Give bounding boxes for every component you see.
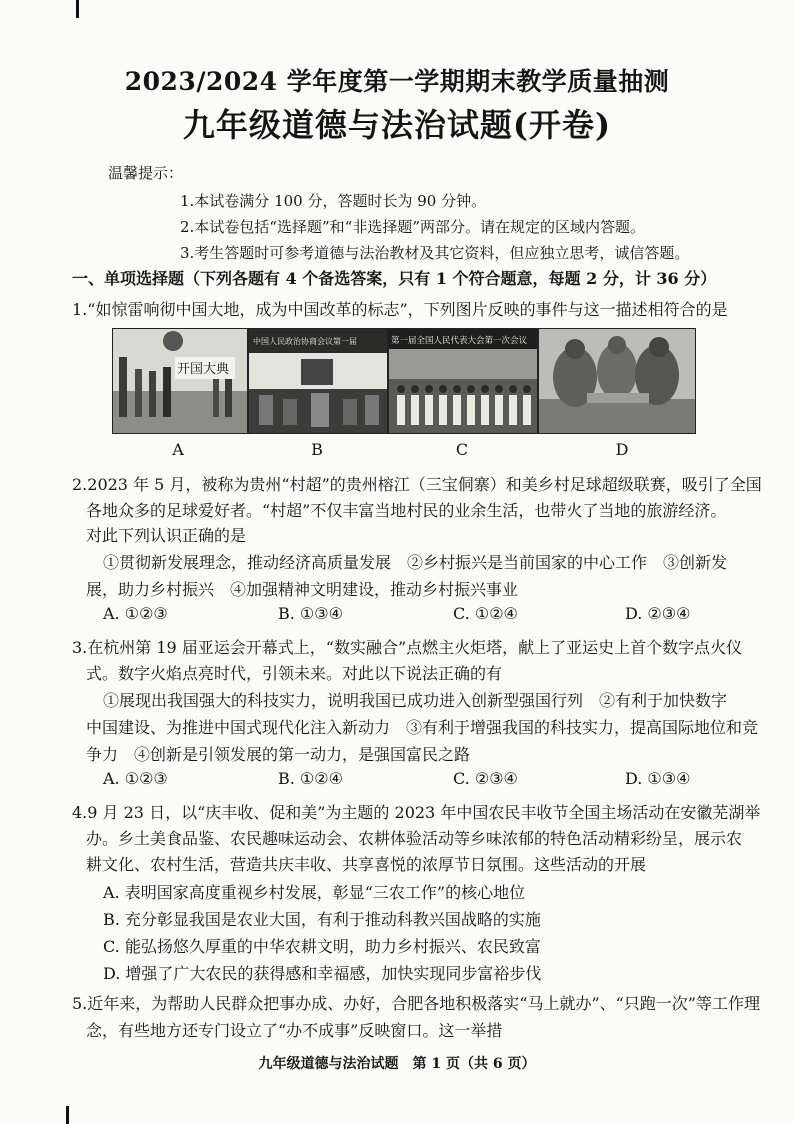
question-2-option-d: D. ②③④ [625, 604, 691, 623]
photo-c [388, 328, 538, 434]
question-4-option-d: D. 增强了广大农民的获得感和幸福感，加快实现同步富裕步伐 [103, 964, 542, 983]
photo-d [538, 328, 696, 434]
question-2-option-b: B. ①③④ [278, 604, 343, 623]
question-3-line: 3.在杭州第 19 届亚运会开幕式上，“数实融合”点燃主火炬塔，献上了亚运史上首个数字点火仪 [72, 638, 743, 657]
photo-label-d: D [615, 440, 629, 459]
scan-mark-bottom [66, 1106, 69, 1124]
question-4-line: 耕文化、农村生活，营造共庆丰收、共享喜悦的浓厚节日氛围。这些活动的开展 [86, 855, 647, 874]
question-5-line: 5.近年来，为帮助人民群众把事办成、办好，合肥各地积极落实“马上就办”、“只跑一次”等工作理 [72, 994, 760, 1013]
tip-item: 3.考生答题时可参考道德与法治教材及其它资料，但应独立思考，诚信答题。 [180, 244, 690, 262]
question-2-line: 对此下列认识正确的是 [86, 526, 247, 545]
question-3-statements: 争力 ④创新是引领发展的第一动力，是强国富民之路 [86, 745, 471, 764]
question-2-option-c: C. ①②④ [453, 604, 518, 623]
question-2-statements: 展，助力乡村振兴 ④加强精神文明建设，推动乡村振兴事业 [86, 580, 519, 599]
tip-item: 1.本试卷满分 100 分，答题时长为 90 分钟。 [180, 192, 487, 210]
photo-a-caption: 开国大典 [177, 362, 230, 377]
exam-title-line2: 九年级道德与法治试题(开卷) [182, 106, 612, 144]
question-4-line: 4.9 月 23 日，以“庆丰收、促和美”为主题的 2023 年中国农民丰收节全国主场活动在安徽芜湖举 [72, 803, 761, 822]
question-3-option-c: C. ②③④ [453, 769, 518, 788]
scan-mark-top [76, 0, 79, 18]
photo-label-a: A [172, 440, 184, 459]
question-2-line: 各地众多的足球爱好者。“村超”不仅丰富当地村民的业余生活，也带火了当地的旅游经济。 [86, 501, 727, 520]
question-2-option-a: A. ①②③ [103, 604, 168, 623]
exam-title-line1: 2023/2024 学年度第一学期期末教学质量抽测 [124, 67, 670, 96]
photo-label-c: C [455, 440, 469, 459]
question-4-option-b: B. 充分彰显我国是农业大国，有利于推动科教兴国战略的实施 [103, 910, 541, 929]
question-4-option-c: C. 能弘扬悠久厚重的中华农耕文明，助力乡村振兴、农民致富 [103, 937, 541, 956]
photo-c-caption: 第一届全国人民代表大会第一次会议 [391, 336, 528, 346]
question-4-line: 办。乡土美食品鉴、农民趣味运动会、农耕体验活动等乡味浓郁的特色活动精彩纷呈，展示农 [86, 829, 743, 848]
photo-label-b: B [311, 440, 323, 459]
tip-item: 2.本试卷包括“选择题”和“非选择题”两部分。请在规定的区域内答题。 [180, 218, 645, 236]
photo-b-caption: 中国人民政治协商会议第一届 [253, 337, 357, 346]
question-3-option-a: A. ①②③ [103, 769, 168, 788]
question-5-line: 念，有些地方还专门设立了“办不成事”反映窗口。这一举措 [86, 1021, 503, 1040]
tips-heading: 温馨提示： [108, 164, 184, 182]
question-3-option-d: D. ①③④ [625, 769, 691, 788]
photo-a [112, 328, 248, 434]
question-3-line: 式。数字火焰点亮时代，引领未来。对此以下说法正确的有 [86, 664, 503, 683]
question-1-stem: 1.“如惊雷响彻中国大地，成为中国改革的标志”，下列图片反映的事件与这一描述相符合的是 [72, 300, 728, 319]
question-2-statements: ①贯彻新发展理念，推动经济高质量发展 ②乡村振兴是当前国家的中心工作 ③创新发 [103, 553, 728, 572]
question-2-line: 2.2023 年 5 月，被称为贵州“村超”的贵州榕江（三宝侗寨）和美乡村足球超级联赛，吸引了全国 [72, 475, 762, 494]
section-heading: 一、单项选择题（下列各题有 4 个备选答案，只有 1 个符合题意，每题 2 分，计 36 分） [72, 269, 717, 288]
question-3-statements: ①展现出我国强大的科技实力，说明我国已成功进入创新型强国行列 ②有利于加快数字 [103, 691, 728, 710]
question-3-option-b: B. ①②④ [278, 769, 343, 788]
page-footer: 九年级道德与法治试题 第 1 页（共 6 页） [258, 1056, 536, 1072]
photo-b [248, 328, 388, 434]
question-4-option-a: A. 表明国家高度重视乡村发展，彰显“三农工作”的核心地位 [103, 883, 526, 902]
question-3-statements: 中国建设、为推进中国式现代化注入新动力 ③有利于增强我国的科技实力，提高国际地位和竞 [86, 718, 759, 737]
